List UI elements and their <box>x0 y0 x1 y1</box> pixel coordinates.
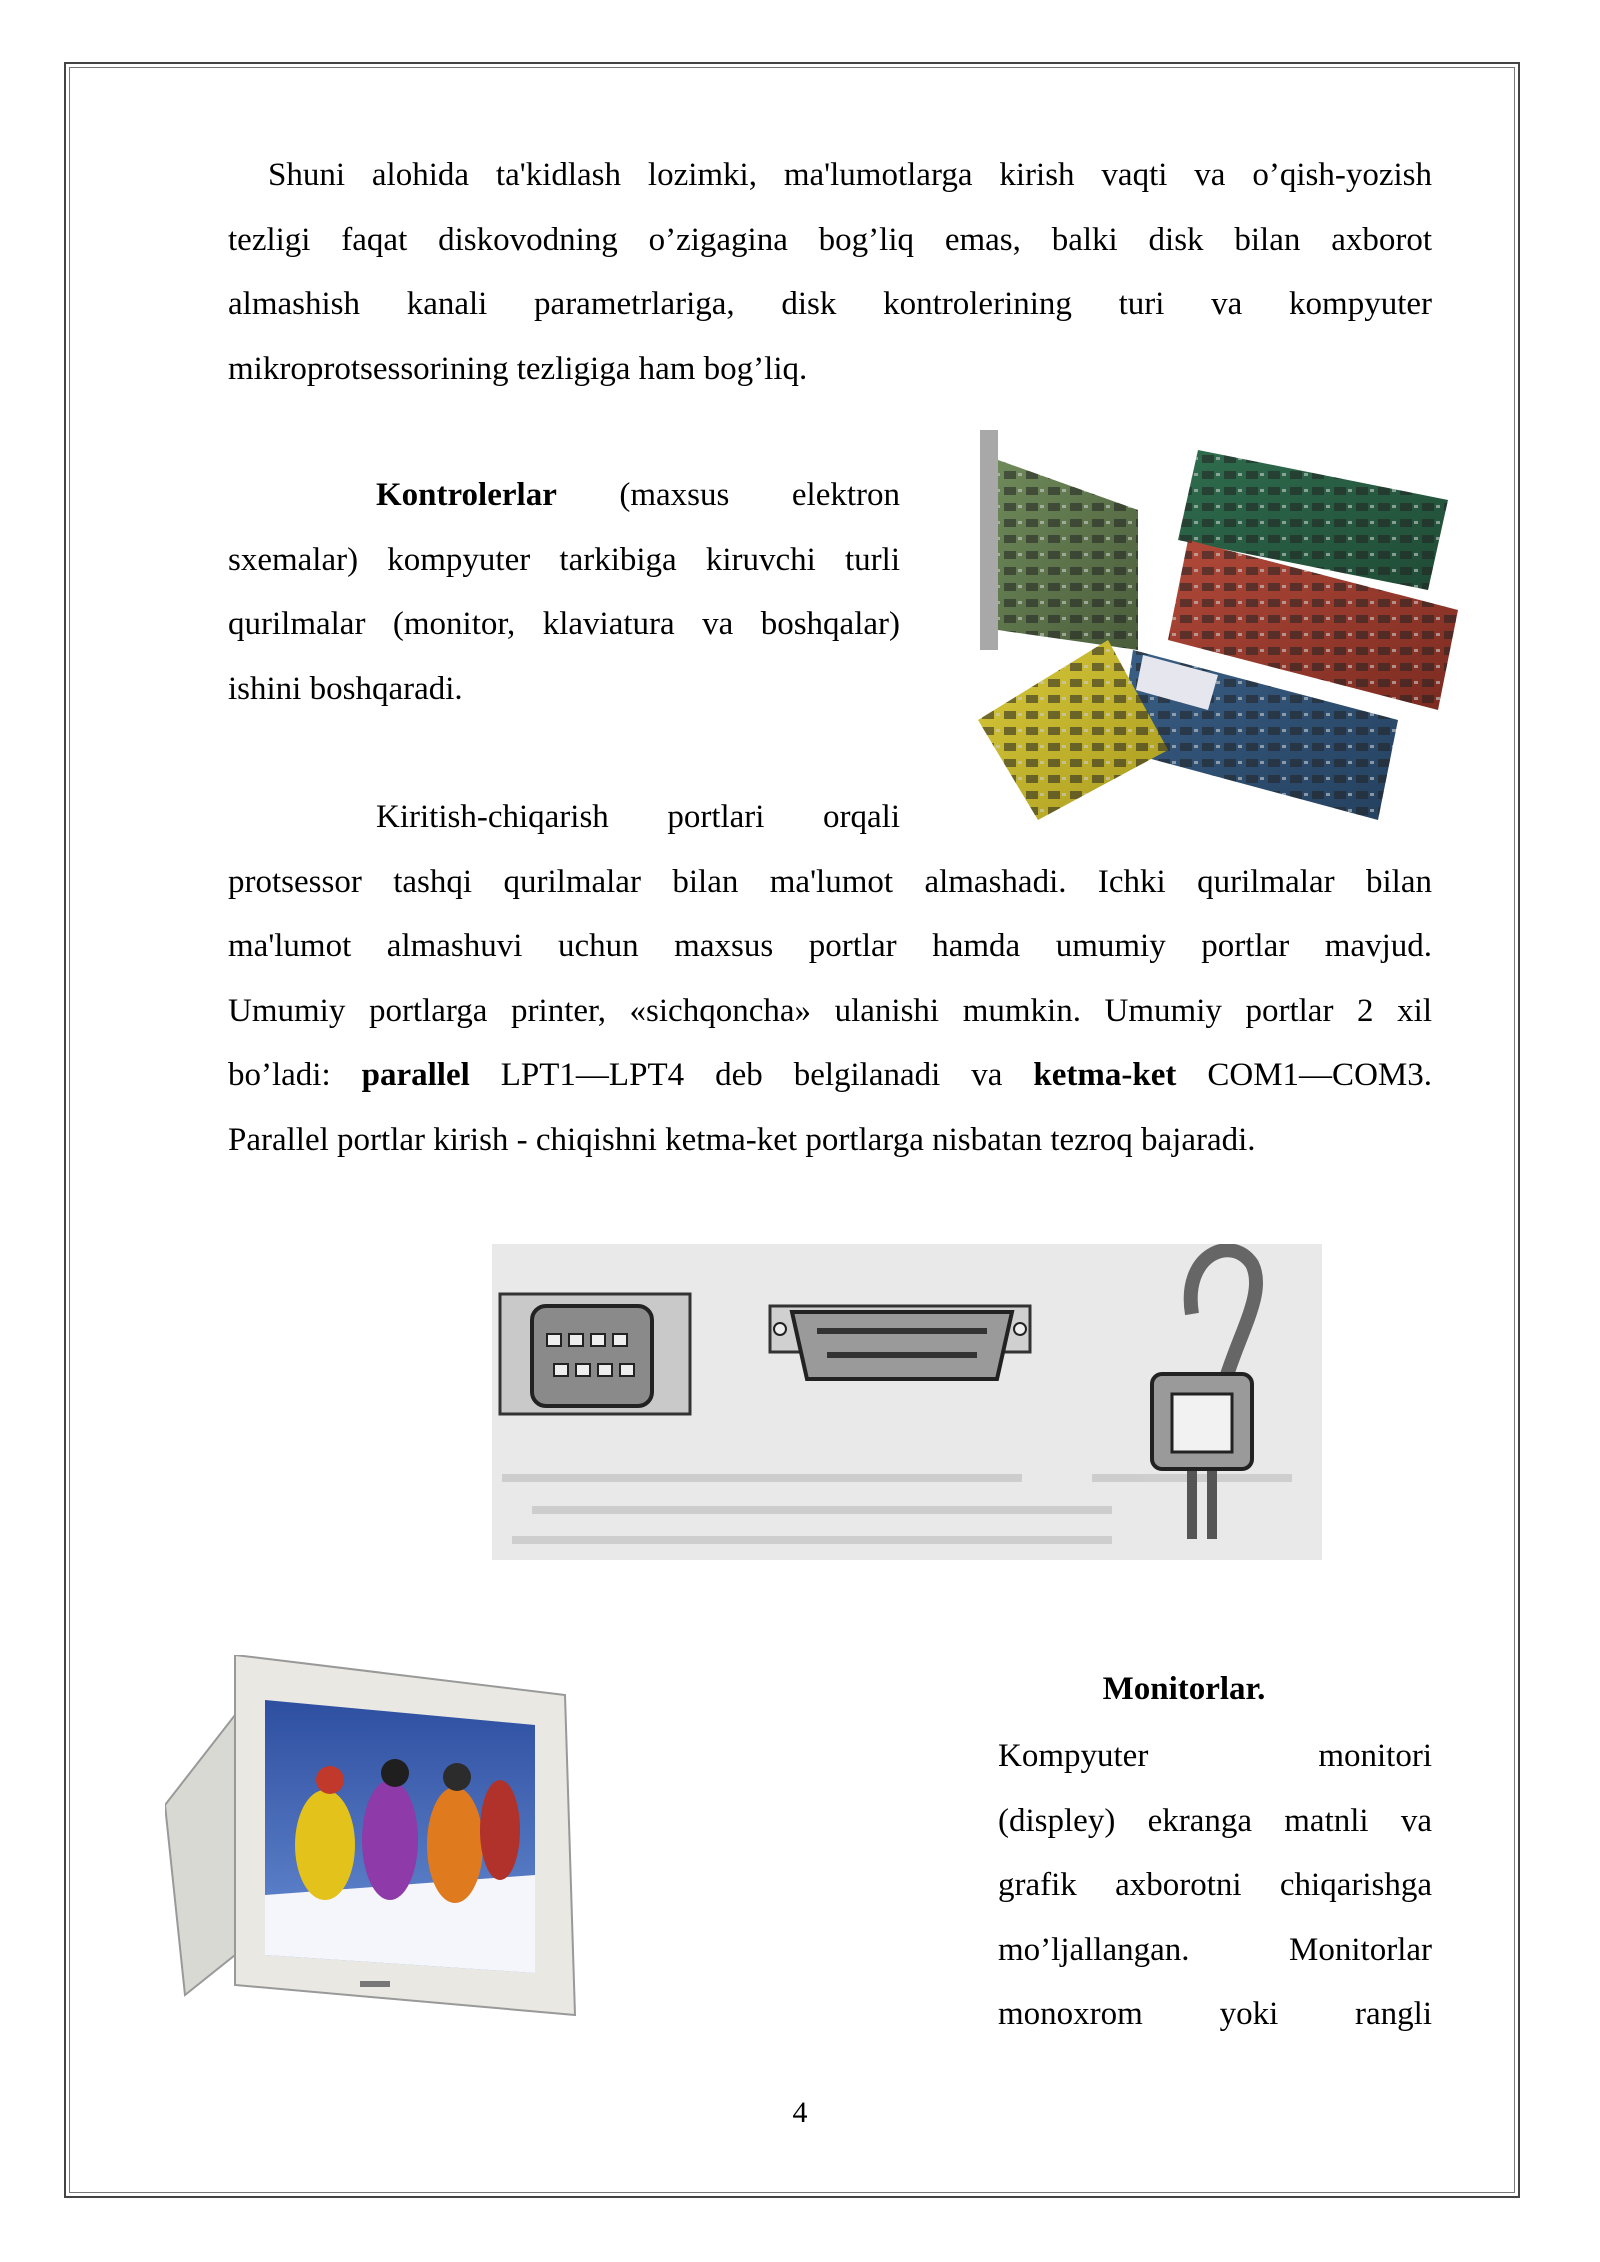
port-connectors-image <box>492 1244 1322 1560</box>
controllers-line-rest: (maxsus elektron <box>619 477 901 513</box>
paragraph-line: Shuni alohida ta'kidlash lozimki, ma'lumotlarga kirish vaqti va o’qish-yozish <box>268 157 1432 193</box>
monitors-line: (displey) ekranga matnli va <box>998 1802 1432 1839</box>
paragraph-line: mikroprotsessorining tezligiga ham bog’liq. <box>228 350 808 387</box>
monitors-heading: Monitorlar. <box>1102 1671 1266 1707</box>
monitors-line: monoxrom yoki rangli <box>998 1996 1432 2032</box>
controllers-term: Kontrolerlar <box>376 477 557 513</box>
controllers-line <box>228 463 900 528</box>
paragraph-line: almashish kanali parametrlariga, disk kontrolerining turi va kompyuter <box>228 286 1432 322</box>
expansion-cards-image <box>958 420 1478 840</box>
controllers-paragraph <box>228 463 900 721</box>
controllers-line: qurilmalar (monitor, klaviatura va boshqalar) <box>228 606 900 642</box>
ports-text: bo’ladi: <box>228 1057 362 1093</box>
page-number: 4 <box>792 2096 808 2129</box>
ports-line: Umumiy portlarga printer, «sichqoncha» ulanishi mumkin. Umumiy portlar 2 xil <box>228 992 1432 1029</box>
monitors-line: Kompyuter monitori <box>998 1738 1432 1774</box>
ports-line <box>228 1043 1432 1108</box>
ports-text: COM1—COM3. <box>1176 1057 1432 1093</box>
ports-line: ma'lumot almashuvi uchun maxsus portlar hamda umumiy portlar mavjud. <box>228 928 1432 964</box>
ports-line: protsessor tashqi qurilmalar bilan ma'lumot almashadi. Ichki qurilmalar bilan <box>228 863 1432 900</box>
ports-text: LPT1—LPT4 deb belgilanadi va <box>469 1057 1034 1093</box>
ports-paragraph <box>228 785 1432 1172</box>
ports-line: Kiritish-chiqarish portlari orqali <box>376 799 900 835</box>
parallel-term: parallel <box>361 1057 470 1093</box>
ports-line: Parallel portlar kirish - chiqishni ketma-ket portlarga nisbatan tezroq bajaradi. <box>228 1121 1256 1158</box>
monitors-paragraph <box>998 1724 1432 2047</box>
paragraph-line: tezligi faqat diskovodning o’zigagina bog’liq emas, balki disk bilan axborot <box>228 221 1432 258</box>
serial-port-connector <box>500 1294 690 1414</box>
monitors-line: mo’ljallangan. Monitorlar <box>998 1931 1432 1968</box>
parallel-port-connector <box>770 1306 1030 1379</box>
intro-paragraph <box>228 143 1432 401</box>
monitors-line: grafik axborotni chiqarishga <box>998 1867 1432 1903</box>
crt-monitor-image <box>165 1655 593 2025</box>
controllers-line: ishini boshqaradi. <box>228 670 463 707</box>
serial-term: ketma-ket <box>1033 1057 1177 1093</box>
controllers-line: sxemalar) kompyuter tarkibiga kiruvchi turli <box>228 541 900 578</box>
sound-card <box>980 430 1138 650</box>
